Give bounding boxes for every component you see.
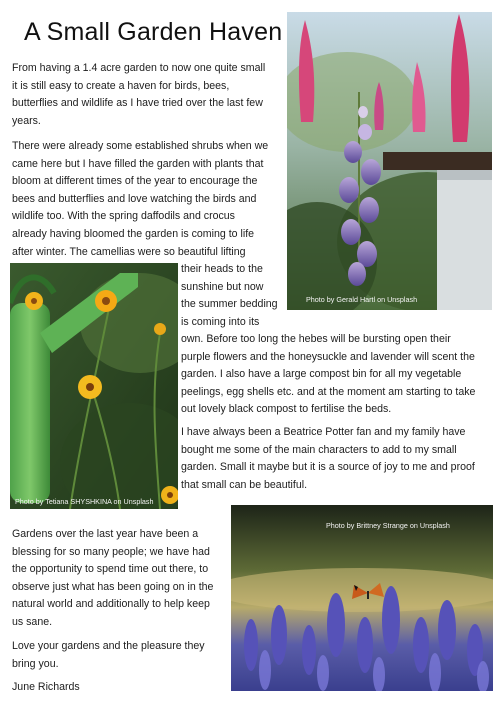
lavender-photo <box>231 505 493 691</box>
text-line: There were already some established shrubs when we <box>12 140 269 152</box>
text-line: garden. I also have a large compost bin for all my vegetable <box>181 368 462 381</box>
text-line: it is still easy to create a haven for birds, bees, <box>12 79 230 92</box>
page-title: A Small Garden Haven <box>24 18 283 46</box>
text-line: garden. Small it maybe but it is a source of joy to me and proof <box>181 461 475 474</box>
text-line: purple flowers and the honeysuckle and lavender will scent the <box>181 350 475 363</box>
photo-credit: Photo by Tetiana SHYSHKINA on Unsplash <box>15 497 154 506</box>
text-line: Gardens over the last year have been a <box>12 528 199 540</box>
paragraph-shrubs-continued <box>181 331 475 419</box>
paragraph-closing <box>12 638 205 673</box>
text-line: the summer bedding <box>181 298 278 311</box>
paragraph-intro <box>12 60 265 130</box>
text-line: their heads to the <box>181 263 263 275</box>
text-line: the opportunity to spend time out there, to <box>12 563 209 576</box>
text-line: is coming into its <box>181 315 260 328</box>
text-line: years. <box>12 114 41 127</box>
text-line: sunshine but now <box>181 280 264 293</box>
watering-can-photo <box>10 263 178 509</box>
lavender-illustration <box>231 505 493 691</box>
text-line: natural world and additionally to help keep <box>12 598 210 611</box>
text-line: From having a 1.4 acre garden to now one quite small <box>12 62 266 74</box>
text-line: I have always been a Beatrice Potter fan and my family have <box>181 426 466 438</box>
text-line: peelings, egg shells etc. and at the moment am starting to take <box>181 385 476 398</box>
paragraph-blessing <box>12 526 213 632</box>
signature: June Richards <box>12 681 80 693</box>
text-line: bring you. <box>12 657 59 670</box>
text-line: out lovely black compost to fertilise the beds. <box>181 403 392 416</box>
photo-credit: Photo by Brittney Strange on Unsplash <box>326 521 450 530</box>
text-line: came here but I have filled the garden with plants that <box>12 157 264 170</box>
text-line: us sane. <box>12 615 53 628</box>
text-line: bought me some of the main characters to add to my small <box>181 443 457 456</box>
text-line: after winter. The camellias were so beautiful lifting <box>12 245 246 258</box>
paragraph-shrubs <box>12 138 268 261</box>
text-line: that small can be beautiful. <box>181 478 308 491</box>
paragraph-beatrix-potter <box>181 424 475 494</box>
text-line: blessing for so many people; we have had <box>12 545 210 558</box>
text-line: Love your gardens and the pleasure they <box>12 640 205 652</box>
text-line: bees and butterflies and love watching the birds and <box>12 192 257 205</box>
photo-credit: Photo by Gerald Hartl on Unsplash <box>306 295 418 304</box>
lupins-photo <box>287 12 492 310</box>
watering-can-illustration <box>10 263 178 509</box>
text-line: observe just what has been going on in the <box>12 580 214 593</box>
text-line: wildlife too. With the spring daffodils and crocus <box>12 210 235 223</box>
text-line: butterflies and wildlife as I have tried over the last few <box>12 97 263 110</box>
text-line: already having bloomed the garden is coming to life <box>12 227 255 240</box>
text-line: bloom at different times of the year to encourage the <box>12 175 258 188</box>
text-line: own. Before too long the hebes will be bursting open their <box>181 333 451 345</box>
lupins-illustration <box>287 12 492 310</box>
paragraph-shrubs-wrap <box>181 261 278 331</box>
